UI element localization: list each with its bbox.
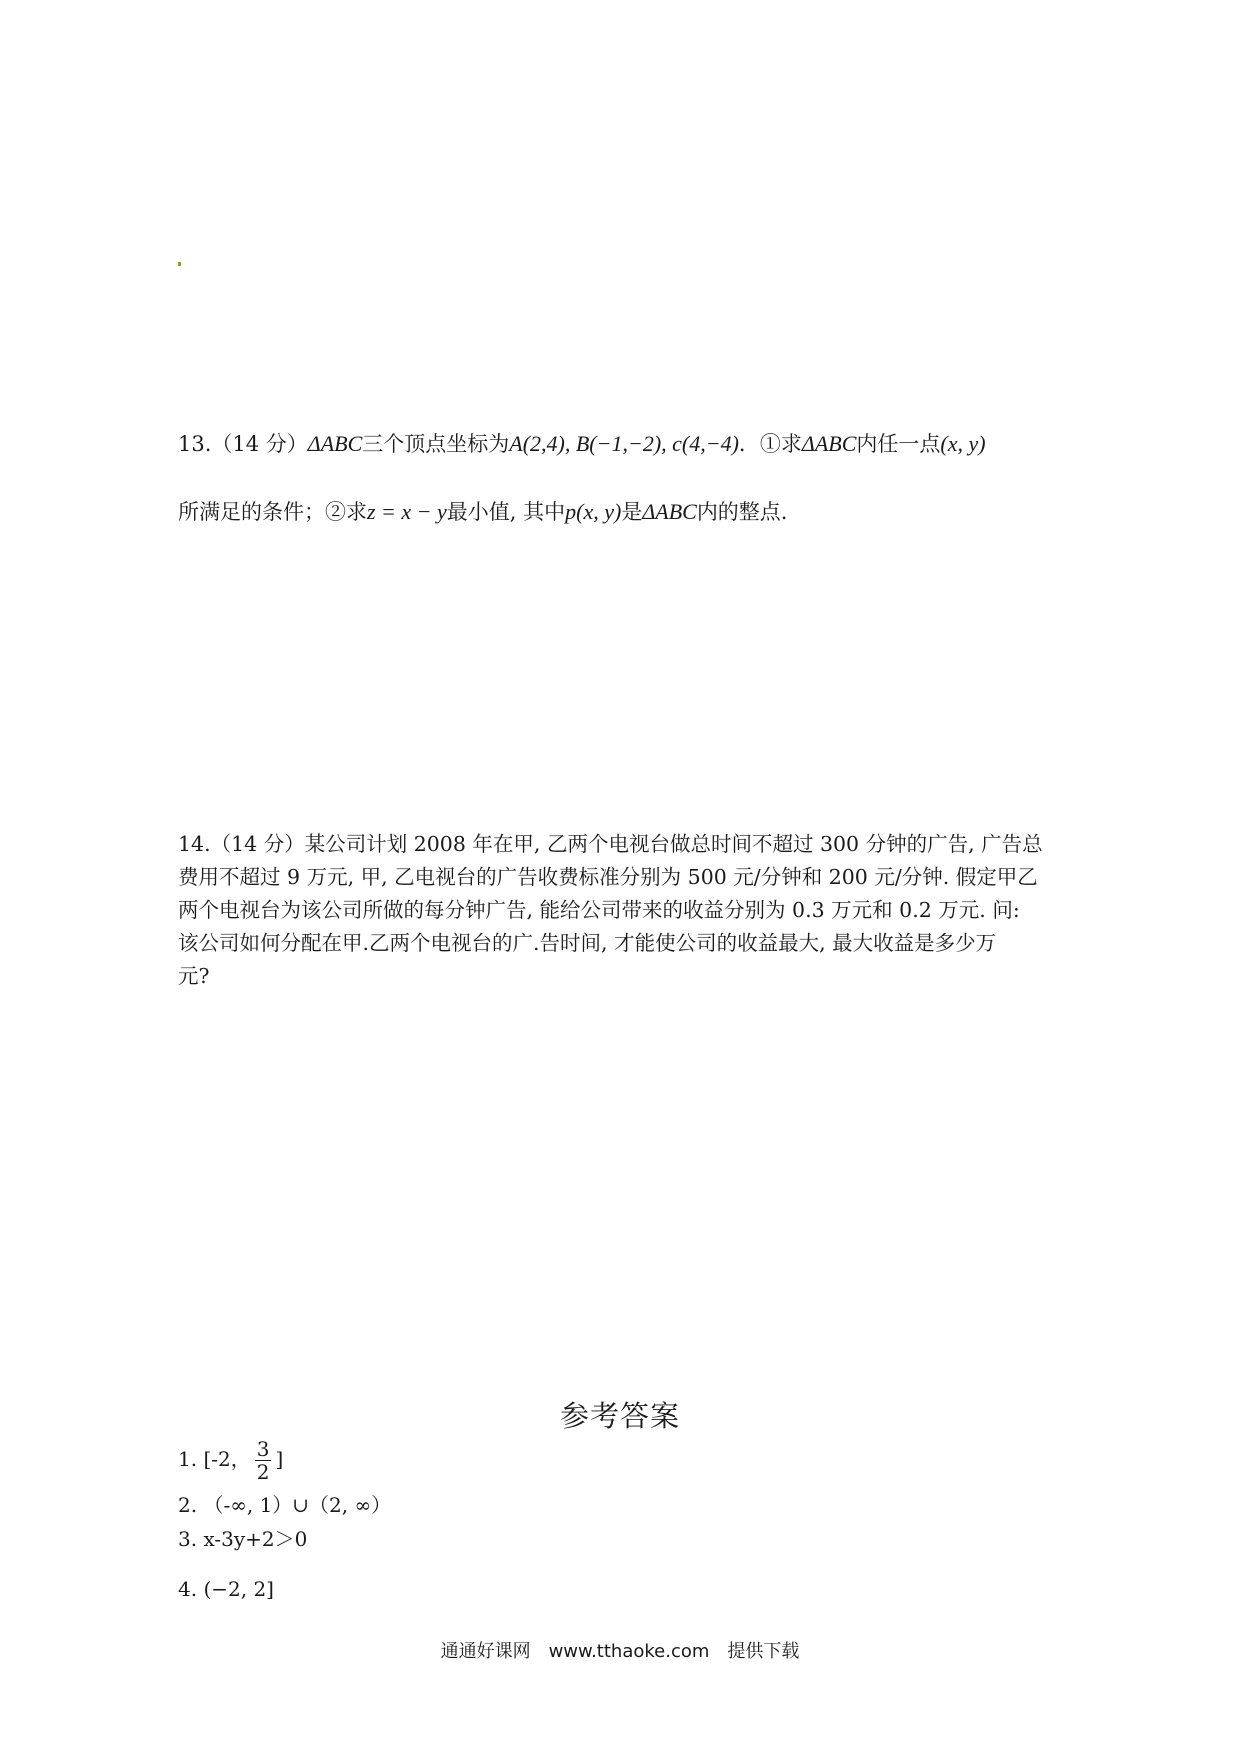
question-14-line: 该公司如何分配在甲.乙两个电视台的广.告时间, 才能使公司的收益最大, 最大收益是多少万 [178, 931, 997, 955]
answers-title: 参考答案 [559, 1399, 680, 1433]
answer-4: 4. (−2, 2] [178, 1577, 274, 1601]
footer-source: 通通好课网 www.tthaoke.com 提供下载 [440, 1641, 800, 1662]
stray-mark [178, 262, 181, 266]
question-13-line-2: 所满足的条件；②求z = x − y最小值, 其中p(x, y)是ΔABC内的整点. [178, 499, 788, 524]
question-14-line: 元? [178, 964, 210, 988]
answer-3: 3. x-3y+2＞0 [178, 1527, 308, 1551]
answer-2: 2. （-∞, 1）∪（2, ∞） [178, 1493, 392, 1517]
fraction: $\frac{3}{2}$ [256, 1437, 270, 1484]
question-14-line: 两个电视台为该公司所做的每分钟广告, 能给公司带来的收益分别为 0.3 万元和 0.2 万元. 问: [178, 898, 1020, 922]
question-14 [178, 828, 1078, 993]
answer-1: 1. [-2， $\frac{3}{2}$ ] [178, 1437, 284, 1484]
question-14-line: 费用不超过 9 万元, 甲, 乙电视台的广告收费标准分别为 500 元/分钟和 200 元/分钟. 假定甲乙 [178, 865, 1038, 889]
question-13-line-1: 13.（14 分）ΔABC三个顶点坐标为A(2,4), B(−1,−2), c(4,−4)．①求ΔABC内任一点(x, y) [178, 431, 986, 456]
question-14-line: 14.（14 分）某公司计划 2008 年在甲, 乙两个电视台做总时间不超过 300 分钟的广告, 广告总 [178, 832, 1043, 856]
